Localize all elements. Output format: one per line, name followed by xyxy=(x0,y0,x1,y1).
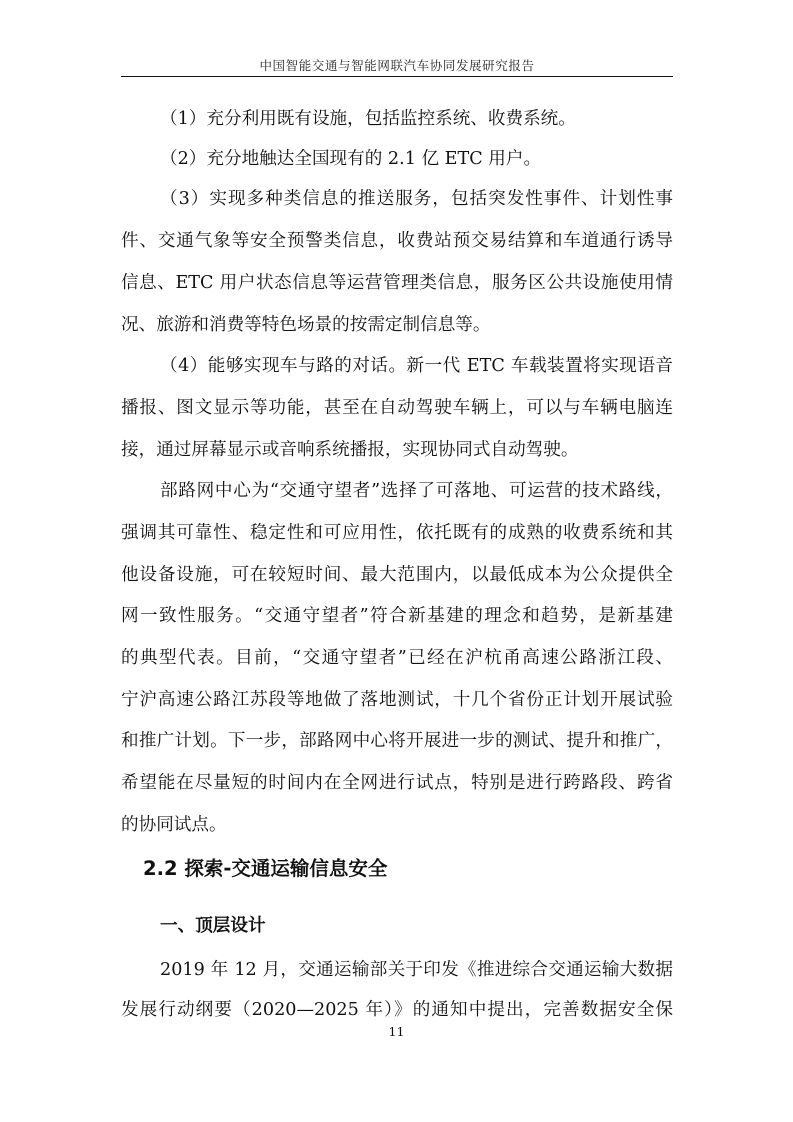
text-line: 他设备设施，可在较短时间、最大范围内，以最低成本为公众提供全 xyxy=(121,565,673,585)
page-number: 11 xyxy=(388,1024,405,1039)
text-line: 的典型代表。目前，“交通守望者”已经在沪杭甬高速公路浙江段、 xyxy=(121,648,673,668)
text-line: 和推广计划。下一步，部路网中心将开展进一步的测试、提升和推广， xyxy=(121,731,673,751)
text-line: 宁沪高速公路江苏段等地做了落地测试，十几个省份正计划开展试验 xyxy=(121,690,673,710)
text-line: 接，通过屏幕显示或音响系统播报，实现协同式自动驾驶。 xyxy=(121,440,579,460)
header-divider xyxy=(121,76,673,77)
text-line: （3）实现多种类信息的推送服务，包括突发性事件、计划性事 xyxy=(160,189,673,209)
text-line: （2）充分地触达全国现有的 2.1 亿 ETC 用户。 xyxy=(160,149,542,169)
text-line: 的协同试点。 xyxy=(121,815,227,835)
text-line: 播报、图文显示等功能，甚至在自动驾驶车辆上，可以与车辆电脑连 xyxy=(121,398,673,418)
running-header: 中国智能交通与智能网联汽车协同发展研究报告 xyxy=(259,58,535,73)
text-line: 信息、ETC 用户状态信息等运营管理类信息，服务区公共设施使用情 xyxy=(121,273,673,293)
text-line: （4）能够实现车与路的对话。新一代 ETC 车载装置将实现语音 xyxy=(160,356,673,376)
text-line: 希望能在尽量短的时间内在全网进行试点，特别是进行跨路段、跨省 xyxy=(121,773,673,793)
text-line: 况、旅游和消费等特色场景的按需定制信息等。 xyxy=(121,315,491,335)
subsection-heading: 一、顶层设计 xyxy=(160,916,266,936)
text-line: 件、交通气象等安全预警类信息，收费站预交易结算和车道通行诱导 xyxy=(121,231,673,251)
section-heading: 2.2 探索-交通运输信息安全 xyxy=(143,857,388,880)
text-line: 发展行动纲要（2020—2025 年）》的通知中提出，完善数据安全保 xyxy=(121,1000,673,1020)
text-line: 网一致性服务。“交通守望者”符合新基建的理念和趋势，是新基建 xyxy=(121,606,673,626)
text-line: 2019 年 12 月，交通运输部关于印发《推进综合交通运输大数据 xyxy=(160,960,673,980)
text-line: 部路网中心为“交通守望者”选择了可落地、可运营的技术路线， xyxy=(160,481,673,501)
text-line: （1）充分利用既有设施，包括监控系统、收费系统。 xyxy=(160,109,576,129)
text-line: 强调其可靠性、稳定性和可应用性，依托既有的成熟的收费系统和其 xyxy=(121,523,673,543)
